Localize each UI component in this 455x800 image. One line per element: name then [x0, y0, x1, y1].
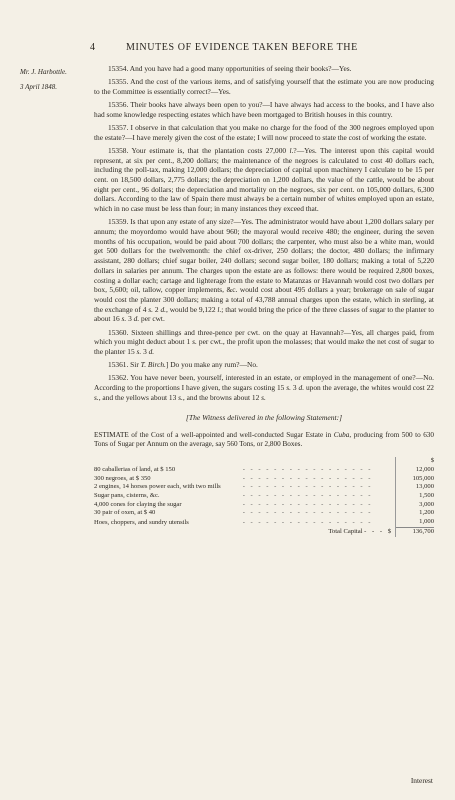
- question-paragraph: [94, 100, 434, 119]
- estimate-item-value: 1,500: [396, 492, 435, 501]
- running-title: MINUTES OF EVIDENCE TAKEN BEFORE THE: [126, 42, 358, 53]
- page-header: [90, 42, 435, 56]
- estimate-item-value: 1,200: [396, 509, 435, 518]
- total-symbol: $: [387, 527, 391, 535]
- dot-leader: - - - - - - - - - - - - - - - - -: [242, 509, 373, 517]
- question-number: 15356.: [108, 100, 131, 110]
- witness-note: [The Witness delivered in the following Statement:]: [185, 412, 343, 422]
- witness-name: Mr. J. Harbottle.: [20, 68, 67, 76]
- total-value: 136,700: [396, 527, 435, 536]
- estimate-row: [94, 518, 434, 527]
- question-number: 15362.: [108, 373, 131, 383]
- margin-notes: [20, 65, 90, 95]
- estimate-item-label: 300 negroes, at $ 350: [94, 474, 151, 482]
- estimate-item-value: 3,000: [396, 501, 435, 510]
- estimate-item-label: 2 engines, 14 horses power each, with two mills: [94, 483, 221, 491]
- question-paragraph: [94, 64, 434, 74]
- estimate-item-label: 80 caballerias of land, at $ 150: [94, 465, 176, 473]
- estimate-row: [94, 501, 434, 510]
- estimate-table: [94, 457, 434, 536]
- question-paragraph: [94, 146, 434, 214]
- estimate-item-label: Hoes, choppers, and sundry utensils: [94, 518, 189, 526]
- catchword: Interest: [410, 776, 433, 785]
- estimate-item-value: 13,000: [396, 483, 435, 492]
- estimate-row: [94, 509, 434, 518]
- estimate-title: ESTIMATE of the Cost of a well-appointed and well-conducted Sugar Estate in Cuba, producing from 500 to 630 Tons of Sugar per Annum on the average, say 560 Tons, or 2,800 Boxes.: [94, 431, 434, 449]
- estimate-item-value: 1,000: [396, 518, 435, 527]
- question-text: Is that upon any estate of any size?—Yes. The administrator would have about 1,200 dollars salary per annum; the moyordomo would have about 960; the mayoral would receive 480; the engineer, during the seven months of his occupation, would be paid about 700 dollars; the carpenter, who must also be a white man, would get 500 dollars for the twelvemonth: the chief ox-driver, 250 dollars; the doctor, 480 dollars; the infirmary assistant, 280 dollars; chief sugar boiler, 240 dollars; second sugar boiler, 180 dollars; making a total of 5,220 dollars in salaries per annum. The charges upon the estate are as follows: there would be required 2,800 boxes, costing a dollar each; cartage and lighterage from the estate to Matanzas or Havannah would cost two dollars per box, 5,600; oil, tallow, copper implements, &c. would cost about 495 dollars a year; brokerage on sale of sugar would cost the planter 300 dollars; making a total of 43,788 annual charges upon the estate, which in sterling, at the exchange of 4 s. 2 d., would be 9,122 l.; that would bring the price of the three classes of sugar to the planter to about 16 s. 3 d. per cwt.: [94, 217, 435, 324]
- estimate-item-label: Sugar pans, cisterns, &c.: [94, 492, 160, 500]
- margin-date: 3 April 1848.: [20, 83, 58, 91]
- question-paragraph: [94, 123, 434, 142]
- question-paragraph: [94, 360, 434, 370]
- question-text: And you have had a good many opportunities of seeing their books?—Yes.: [129, 64, 352, 73]
- question-number: 15358.: [108, 145, 132, 155]
- estimate-item-value: 105,000: [396, 475, 435, 484]
- estimate-item-value: 12,000: [396, 466, 435, 475]
- question-number: 15360.: [108, 327, 132, 337]
- question-text: Your estimate is, that the plantation costs 27,000 l.?—Yes. The interest upon this capital would represent, at six per cent., 8,200 dollars; the maintenance of the negroes is calculated to cost 40 dollars each, including the poll-tax, making 12,000 dollars; the depreciation of capital upon machinery I calculate to be 15 per cent. on 18,500 dollars, 2,775 dollars; the depreciation on 1,200 dollars, the value of the cattle, would be about eight per cent., 96 dollars; the depreciation and mortality on the negroes, six per cent. on 105,000 dollars, 6,300 dollars. According to the law of Spain there must always be a certain number of whites employed upon an estate, which in no case must be less than four; in many instances they exceed that.: [94, 145, 434, 214]
- question-paragraph: [94, 217, 434, 324]
- estimate-row: [94, 483, 434, 492]
- question-text: Their books have always been open to you?—I have always had access to the books, and I have also had some knowledge respecting estates which have been mortgaged to British houses in this country.: [94, 100, 434, 119]
- question-text: Sir T. Birch.] Do you make any rum?—No.: [130, 360, 258, 370]
- question-paragraph: [94, 77, 434, 96]
- question-text: And the cost of the various items, and of satisfying yourself that the estimate you are now producing to the Committee is essentially correct?—Yes.: [94, 77, 434, 96]
- question-text: Sixteen shillings and three-pence per cwt. on the quay at Havannah?—Yes, all charges paid, from which you might deduct about 1 s. per cwt., the profit upon the molasses; that would make the net cost of sugar to the planter 15 s. 3 d.: [94, 327, 435, 356]
- question-number: 15361.: [108, 360, 131, 370]
- estimate-currency-row: [94, 457, 434, 466]
- page-number: 4: [90, 42, 95, 53]
- estimate-total-row: Total Capital - - - $ 136,700: [328, 527, 434, 535]
- question-number: 15355.: [108, 77, 131, 87]
- total-label: Total Capital: [328, 527, 363, 535]
- question-paragraph: [94, 373, 434, 402]
- question-text: I observe in that calculation that you make no charge for the food of the 300 negroes employed upon the estate?—I have merely given the cost of the estate; I will now proceed to state the cost of working the estate.: [94, 123, 435, 142]
- estimate-row: [94, 492, 434, 501]
- dot-leader: - - - - - - - - - - - - - - - - -: [242, 483, 373, 491]
- question-list: [94, 64, 434, 403]
- dot-leader: - - - - - - - - - - - - - - - - -: [242, 492, 373, 500]
- dot-leader: - - - - - - - - - - - - - - - - -: [242, 474, 373, 482]
- currency-symbol: $: [396, 457, 435, 466]
- dot-leader: - - - - - - - - - - - - - - - - -: [242, 500, 373, 508]
- question-text: You have never been, yourself, interested in an estate, or employed in the management of one?—No. According to the proportions I have given, the sugars costing 15 s. 3 d. upon the average, the whites would cost 22 s., and the yellows about 13 s., and the browns about 12 s.: [94, 373, 434, 402]
- evidence-body: [94, 64, 434, 537]
- question-paragraph: [94, 328, 434, 357]
- dot-leader: - - - - - - - - - - - - - - - - -: [242, 465, 373, 473]
- question-number: 15357.: [108, 123, 131, 133]
- estimate-row: [94, 475, 434, 484]
- estimate-row: [94, 466, 434, 475]
- estimate-item-label: 30 pair of oxen, at $ 40: [94, 509, 156, 517]
- dot-leader: - - - - - - - - - - - - - - - - -: [242, 518, 373, 526]
- question-number: 15359.: [108, 217, 131, 227]
- estimate-item-label: 4,000 cones for claying the sugar: [94, 500, 182, 508]
- question-number: 15354.: [108, 64, 130, 73]
